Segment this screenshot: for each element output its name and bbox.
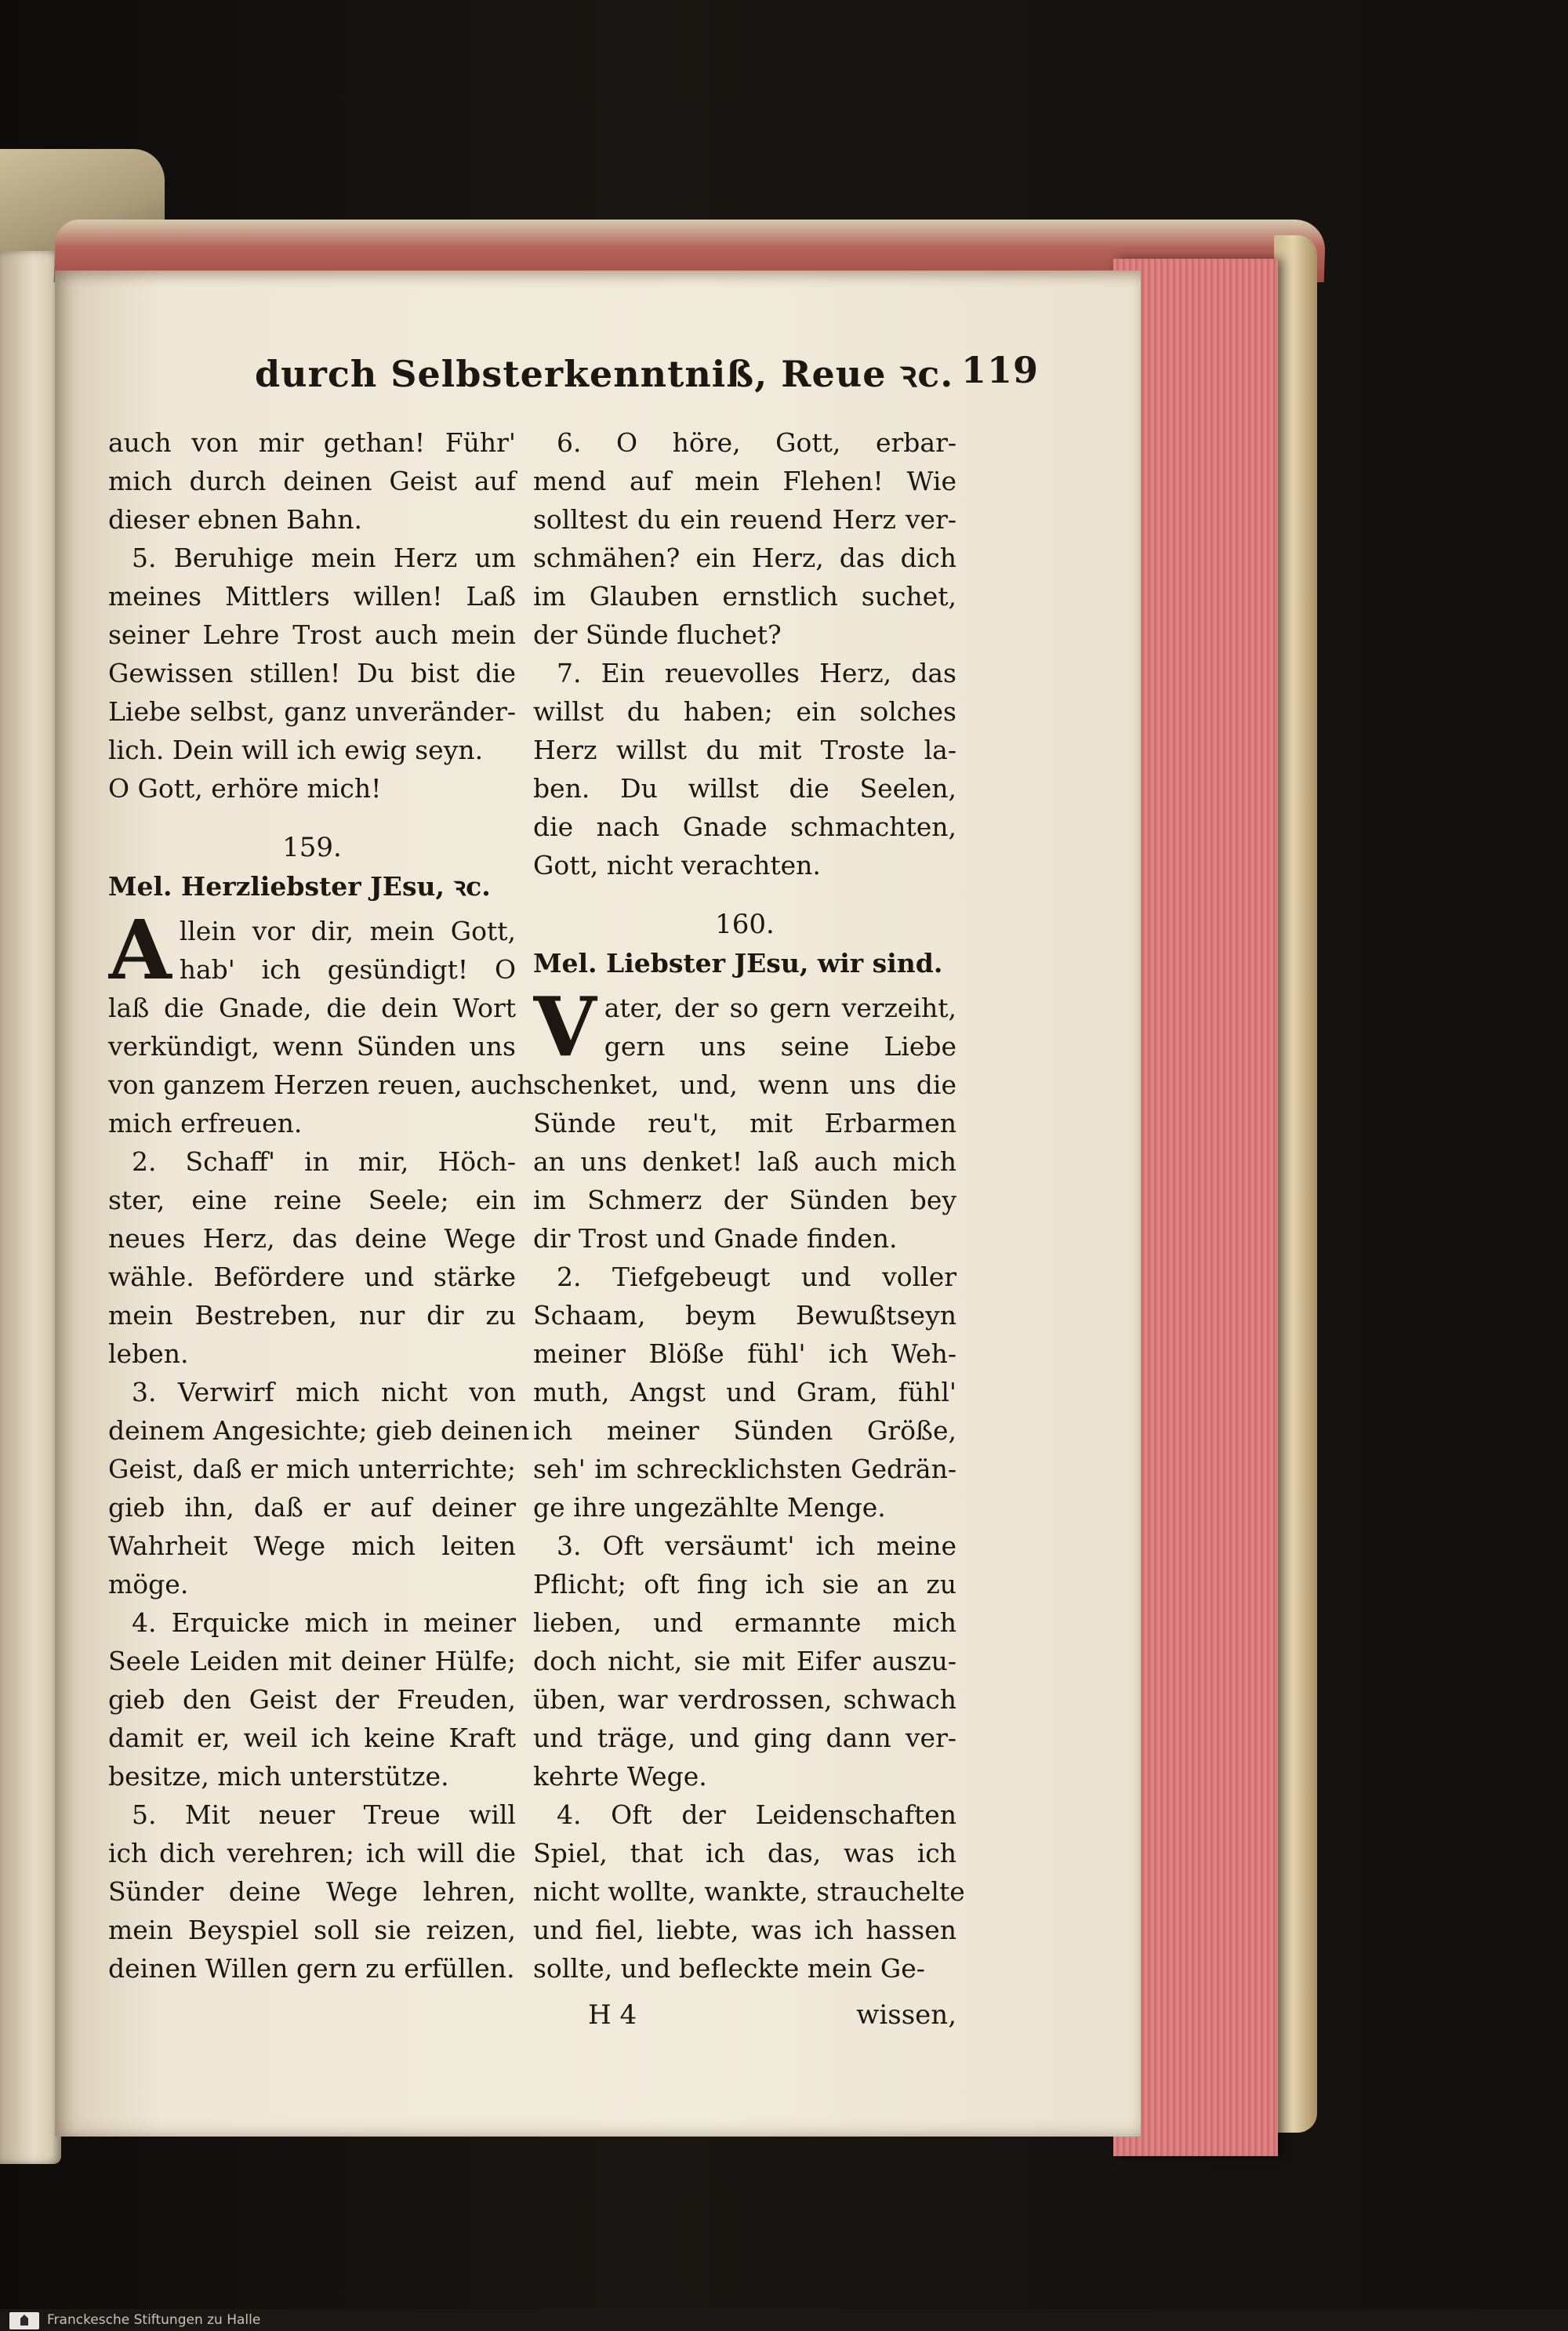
text-line: und fiel, liebte, was ich hassen [533,1915,956,1945]
text-line: 4. Erquicke mich in meiner [132,1607,516,1638]
text-line: deinen Willen gern zu erfüllen. [108,1953,515,1984]
text-line: besitze, mich unterstütze. [108,1761,449,1792]
text-line: Gott, nicht verachten. [533,850,821,880]
hymn-number-160: 160. [715,909,775,940]
text-line: ben. Du willst die Seelen, [533,773,956,804]
text-line: üben, war verdrossen, schwach [533,1684,956,1715]
text-line: 6. O höre, Gott, erbar- [557,427,956,458]
text-line: lich. Dein will ich ewig seyn. [108,735,484,765]
text-line: leben. [108,1338,189,1369]
text-line: ge ihre ungezählte Menge. [533,1492,886,1523]
institution-logo-icon [9,2312,39,2329]
text-line: Sünde reu't, mit Erbarmen [533,1108,956,1138]
right-column-hymn-text [533,1066,965,1988]
text-line: an uns denket! laß auch mich [533,1146,956,1177]
institution-name: Franckesche Stiftungen zu Halle [47,2312,261,2328]
text-line: kehrte Wege. [533,1761,707,1792]
text-line: die nach Gnade schmachten, [533,811,956,842]
text-line: 3. Oft versäumt' ich meine [557,1530,956,1561]
text-line: 2. Schaff' in mir, Höch- [132,1146,516,1177]
text-line: Gewissen stillen! Du bist die [108,658,516,688]
left-column-hymn-text [108,989,534,1988]
melody-line-159: Mel. Herzliebster JEsu, ꝛc. [108,871,491,902]
text-line: O Gott, erhöre mich! [108,773,382,804]
text-line: Herz willst du mit Troste la- [533,735,956,765]
text-line: Spiel, that ich das, was ich [533,1838,956,1868]
hymn-159-opening [108,912,516,989]
text-line: neues Herz, das deine Wege [108,1223,516,1254]
text-line: ich meiner Sünden Größe, [533,1415,956,1446]
text-line: 2. Tiefgebeugt und voller [557,1262,956,1292]
right-text-column [533,423,965,1988]
text-line: muth, Angst und Gram, fühl' [533,1377,956,1407]
text-line: lieben, und ermannte mich [533,1607,956,1638]
right-column-top-text [533,423,956,884]
footer-bar [0,2309,1568,2331]
book-cover-edge [1274,235,1317,2133]
melody-line-160: Mel. Liebster JEsu, wir sind. [533,948,943,979]
text-line: auch von mir gethan! Führ' [108,427,516,458]
text-line: 3. Verwirf mich nicht von [132,1377,516,1407]
page-number: 119 [960,349,1039,391]
text-line: 4. Oft der Leidenschaften [557,1799,956,1830]
dropcap-159: A [108,912,172,989]
text-line: solltest du ein reuend Herz ver- [533,504,956,535]
hymn-number-159: 159. [282,832,342,863]
dropcap-line: llein vor dir, mein Gott, [179,916,516,946]
text-line: meiner Blöße fühl' ich Weh- [533,1338,956,1369]
text-line: dir Trost und Gnade finden. [533,1223,898,1254]
text-line: 7. Ein reuevolles Herz, das [557,658,956,688]
text-line: ster, eine reine Seele; ein [108,1185,516,1215]
text-line: dieser ebnen Bahn. [108,504,363,535]
text-line: mich erfreuen. [108,1108,303,1138]
text-line: 5. Mit neuer Treue will [132,1799,516,1830]
text-line: damit er, weil ich keine Kraft [108,1723,516,1753]
dropcap-line: gern uns seine Liebe [604,1031,956,1062]
text-line: Geist, daß er mich unterrichte; [108,1454,516,1484]
text-line: verkündigt, wenn Sünden uns [108,1031,516,1062]
text-line: deinem Angesichte; gieb deinen [108,1415,530,1446]
text-line: schenket, und, wenn uns die [533,1069,956,1100]
text-line: seh' im schrecklichsten Gedrän- [533,1454,956,1484]
hymn-160-opening [533,989,956,1066]
text-line: wähle. Befördere und stärke [108,1262,516,1292]
text-line: gieb ihn, daß er auf deiner [108,1492,516,1523]
text-line: willst du haben; ein solches [533,696,956,727]
text-line: Wahrheit Wege mich leiten [108,1530,516,1561]
running-head-title: durch Selbsterkenntniß, Reue ꝛc. [255,353,954,395]
text-line: möge. [108,1569,189,1599]
text-line: meines Mittlers willen! Laß [108,581,516,612]
text-line: mich durch deinen Geist auf [108,466,516,496]
text-line: im Schmerz der Sünden bey [533,1185,956,1215]
text-line: mein Bestreben, nur dir zu [108,1300,516,1331]
left-text-column [108,423,534,1988]
dropcap-160: V [533,989,597,1066]
catchword: wissen, [856,1999,956,2031]
text-line: nicht wollte, wankte, strauchelte [533,1876,965,1907]
text-line: laß die Gnade, die dein Wort [108,993,516,1023]
text-line: doch nicht, sie mit Eifer auszu- [533,1646,956,1676]
text-line: sollte, und befleckte mein Ge- [533,1953,925,1984]
book-page [55,270,1141,2137]
text-line: 5. Beruhige mein Herz um [132,543,516,573]
text-line: seiner Lehre Trost auch mein [108,619,516,650]
text-line: Sünder deine Wege lehren, [108,1876,516,1907]
left-column-top-text [108,423,516,808]
text-line: schmähen? ein Herz, das dich [533,543,956,573]
text-line: Pflicht; oft fing ich sie an zu [533,1569,956,1599]
text-line: mend auf mein Flehen! Wie [533,466,956,496]
text-line: der Sünde fluchet? [533,619,782,650]
text-line: gieb den Geist der Freuden, [108,1684,516,1715]
text-line: Schaam, beym Bewußtseyn [533,1300,956,1331]
text-line: mein Beyspiel soll sie reizen, [108,1915,516,1945]
previous-page-edge [0,251,61,2164]
dropcap-line: hab' ich gesündigt! O [179,954,516,985]
text-line: Liebe selbst, ganz unveränder- [108,696,516,727]
dropcap-line: ater, der so gern verzeiht, [604,993,956,1023]
text-line: Seele Leiden mit deiner Hülfe; [108,1646,516,1676]
text-line: im Glauben ernstlich suchet, [533,581,956,612]
text-line: und träge, und ging dann ver- [533,1723,956,1753]
text-line: von ganzem Herzen reuen, auch [108,1069,534,1100]
signature-mark: H 4 [588,1999,637,2031]
text-line: ich dich verehren; ich will die [108,1838,516,1868]
